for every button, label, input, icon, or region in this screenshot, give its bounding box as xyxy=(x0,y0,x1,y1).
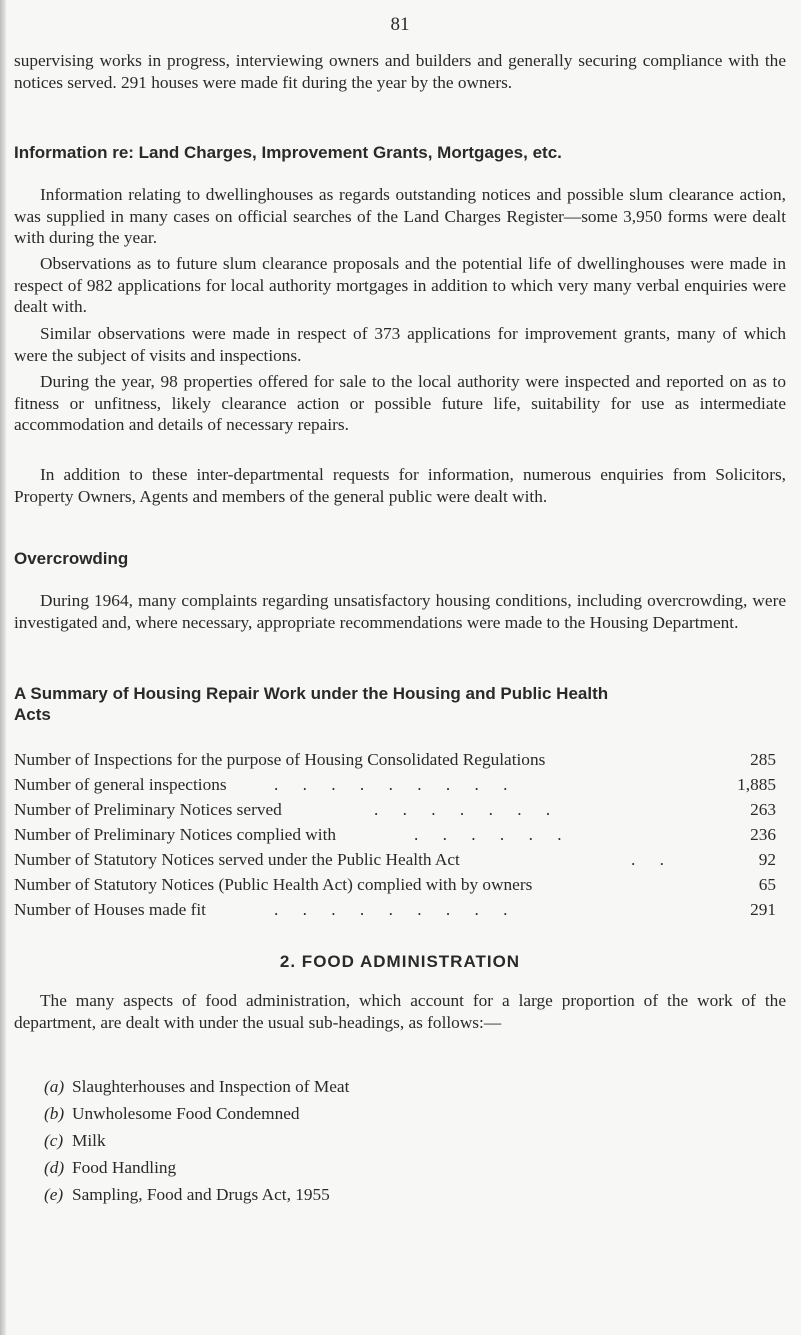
intro-paragraph: supervising works in progress, interviewing owners and builders and generally securing compliance with the notices served. 291 houses were made fit during the year by the owners. xyxy=(14,51,786,92)
info-paragraph-4: During the year, 98 properties offered for sale to the local authority were inspected and reported on as to fitness or unfitness, likely clearance action or possible future life, suitability for use as intermediate accommodation and details of necessary repairs. xyxy=(14,372,786,434)
food-list-item: (a) Slaughterhouses and Inspection of Meat xyxy=(44,1077,350,1096)
page-number: 81 xyxy=(390,14,410,35)
info-paragraph-5: In addition to these inter-departmental requests for information, numerous enquiries from Solicitors, Property Owners, Agents and members of the general public were dealt with. xyxy=(14,465,786,506)
food-paragraph: The many aspects of food administration, which account for a large proportion of the work of the department, are dealt with under the usual sub-headings, as follows:— xyxy=(14,991,786,1032)
overcrowding-paragraph: During 1964, many complaints regarding unsatisfactory housing conditions, including overcrowding, were investigated and, where necessary, appropriate recommendations were made to the Housing Department. xyxy=(14,591,786,632)
food-list-item: (d) Food Handling xyxy=(44,1158,177,1177)
overcrowding-heading: Overcrowding xyxy=(14,549,129,568)
food-heading: 2. FOOD ADMINISTRATION xyxy=(279,952,521,971)
summary-row: Number of Statutory Notices (Public Health Act) complied with by owners 65 xyxy=(14,875,776,894)
info-paragraph-3: Similar observations were made in respect of 373 applications for improvement grants, many of which were the subject of visits and inspections. xyxy=(14,324,786,365)
info-paragraph-2: Observations as to future slum clearance proposals and the potential life of dwellinghouses were made in respect of 982 applications for local authority mortgages in addition to which very many verbal enquiries were dealt with. xyxy=(14,254,786,316)
summary-row: Number of Preliminary Notices complied with . . . . . . 236 xyxy=(14,825,776,844)
food-list-item: (e) Sampling, Food and Drugs Act, 1955 xyxy=(44,1185,330,1204)
food-list-item: (c) Milk xyxy=(44,1131,106,1150)
info-paragraph-1: Information relating to dwellinghouses as regards outstanding notices and possible slum clearance action, was supplied in many cases on official searches of the Land Charges Register—some 3,950 forms were dealt with during the year. xyxy=(14,185,786,247)
summary-row: Number of Statutory Notices served under the Public Health Act . . 92 xyxy=(14,850,776,869)
page-binding-edge xyxy=(0,0,6,1335)
summary-row: Number of Inspections for the purpose of Housing Consolidated Regulations 285 xyxy=(14,750,776,769)
summary-row: Number of Preliminary Notices served . . . . . . . 263 xyxy=(14,800,776,819)
summary-row: Number of Houses made fit . . . . . . . . . 291 xyxy=(14,900,776,919)
summary-heading-line1: A Summary of Housing Repair Work under the Housing and Public Health xyxy=(14,684,609,703)
info-heading: Information re: Land Charges, Improvement Grants, Mortgages, etc. xyxy=(14,143,562,162)
food-list-item: (b) Unwholesome Food Condemned xyxy=(44,1104,300,1123)
summary-row: Number of general inspections . . . . . . . . . 1,885 xyxy=(14,775,776,794)
summary-heading-line2: Acts xyxy=(14,705,51,724)
